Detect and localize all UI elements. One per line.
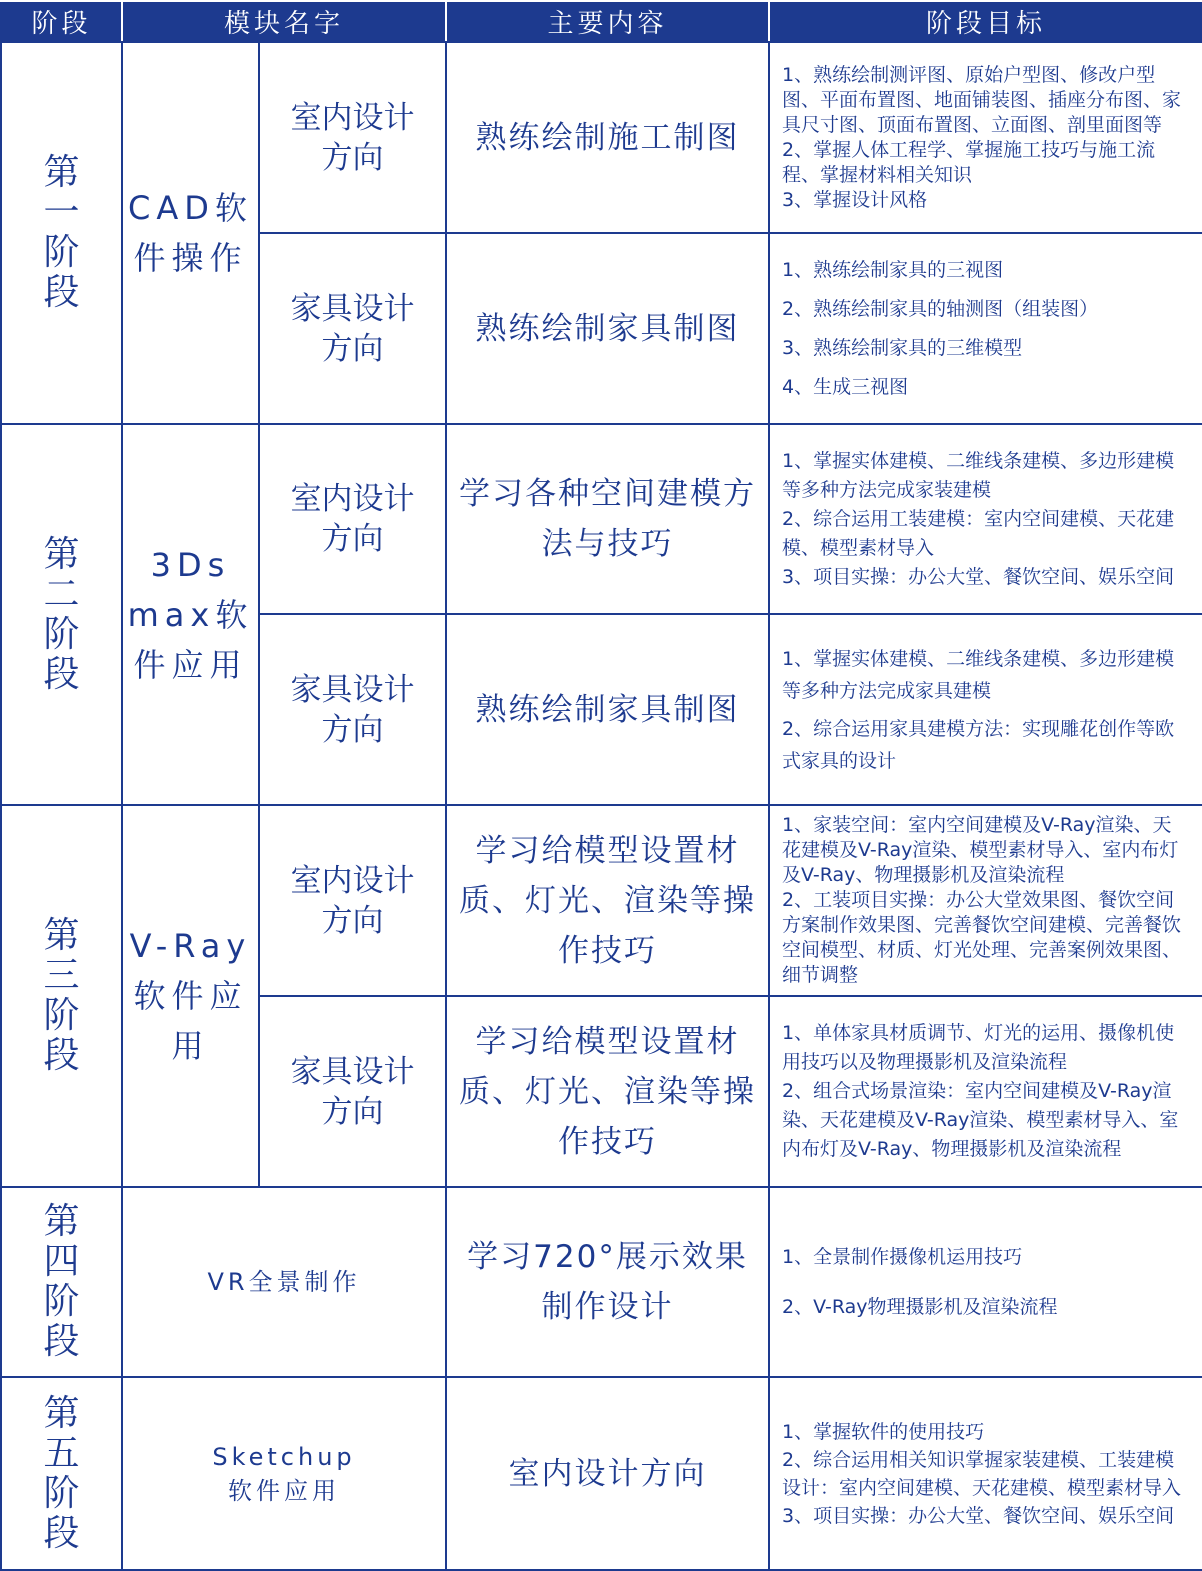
header-stage: 阶段	[1, 1, 122, 42]
direction-cell: 家具设计方向	[259, 614, 446, 805]
goal-item: 2、组合式场景渲染：室内空间建模及V-Ray渲染、天花建模及V-Ray渲染、模型素材导入、室内布灯及V-Ray、物理摄影机及渲染流程	[782, 1080, 1179, 1160]
goal-item: 2、工装项目实操：办公大堂效果图、餐饮空间方案制作效果图、完善餐饮空间建模、完善餐饮空间模型、材质、灯光处理、完善案例效果图、细节调整	[782, 889, 1182, 986]
goal-item: 1、掌握实体建模、二维线条建模、多边形建模等多种方法完成家具建模	[782, 647, 1175, 702]
goal-item: 4、生成三视图	[782, 375, 909, 398]
goals-cell	[769, 1377, 1202, 1570]
goal-item: 1、全景制作摄像机运用技巧	[782, 1246, 1023, 1268]
goal-item: 1、掌握软件的使用技巧	[782, 1420, 985, 1443]
goals-cell	[769, 42, 1202, 233]
header-content: 主要内容	[446, 1, 769, 42]
direction-cell: 家具设计方向	[259, 996, 446, 1187]
goal-item: 3、项目实操：办公大堂、餐饮空间、娱乐空间	[782, 1504, 1175, 1527]
goals-cell	[769, 233, 1202, 424]
goals-cell	[769, 996, 1202, 1187]
stage-cell: 第五阶段	[1, 1377, 122, 1570]
content-cell: 学习720°展示效果制作设计	[446, 1187, 769, 1377]
table-row	[1, 424, 1202, 614]
module-cell: Sketchup 软件应用	[122, 1377, 446, 1570]
goal-item: 3、项目实操：办公大堂、餐饮空间、娱乐空间	[782, 565, 1175, 588]
goal-item: 2、V-Ray物理摄影机及渲染流程	[782, 1296, 1058, 1318]
goal-item: 2、综合运用工装建模：室内空间建模、天花建模、模型素材导入	[782, 507, 1175, 559]
stage-cell: 第三阶段	[1, 805, 122, 1187]
content-cell: 学习给模型设置材质、灯光、渲染等操作技巧	[446, 805, 769, 996]
header-goals: 阶段目标	[769, 1, 1202, 42]
goals-cell	[769, 614, 1202, 805]
content-cell: 熟练绘制家具制图	[446, 614, 769, 805]
direction-cell: 家具设计方向	[259, 233, 446, 424]
content-cell: 学习给模型设置材质、灯光、渲染等操作技巧	[446, 996, 769, 1187]
goal-item: 2、掌握人体工程学、掌握施工技巧与施工流程、掌握材料相关知识	[782, 138, 1156, 186]
table-row	[1, 1377, 1202, 1570]
goals-cell	[769, 1187, 1202, 1377]
stage-cell: 第二阶段	[1, 424, 122, 805]
content-cell: 熟练绘制施工制图	[446, 42, 769, 233]
goal-item: 3、掌握设计风格	[782, 188, 928, 211]
goal-item: 3、熟练绘制家具的三维模型	[782, 336, 1023, 359]
table-row	[1, 805, 1202, 996]
table-row	[1, 42, 1202, 233]
module-cell: V-Ray软件应用	[122, 805, 259, 1187]
header-module: 模块名字	[122, 1, 446, 42]
module-cell: 3Ds max软件应用	[122, 424, 259, 805]
goal-item: 1、熟练绘制家具的三视图	[782, 258, 1004, 281]
goal-item: 2、综合运用相关知识掌握家装建模、工装建模设计：室内空间建模、天花建模、模型素材导入	[782, 1448, 1182, 1499]
direction-cell: 室内设计方向	[259, 805, 446, 996]
direction-cell: 室内设计方向	[259, 424, 446, 614]
goal-item: 1、熟练绘制测评图、原始户型图、修改户型图、平面布置图、地面铺装图、插座分布图、家具尺寸图、顶面布置图、立面图、剖里面图等	[782, 63, 1182, 136]
goals-cell	[769, 805, 1202, 996]
goal-item: 2、综合运用家具建模方法：实现雕花创作等欧式家具的设计	[782, 717, 1175, 772]
direction-cell: 室内设计方向	[259, 42, 446, 233]
goal-item: 2、熟练绘制家具的轴测图（组装图）	[782, 297, 1099, 320]
goal-item: 1、单体家具材质调节、灯光的运用、摄像机使用技巧以及物理摄影机及渲染流程	[782, 1022, 1175, 1073]
content-cell: 熟练绘制家具制图	[446, 233, 769, 424]
stage-cell: 第四阶段	[1, 1187, 122, 1377]
header-row	[1, 1, 1202, 42]
goal-item: 1、掌握实体建模、二维线条建模、多边形建模等多种方法完成家装建模	[782, 449, 1175, 501]
goal-item: 1、家装空间：室内空间建模及V-Ray渲染、天花建模及V-Ray渲染、模型素材导入、室内布灯及V-Ray、物理摄影机及渲染流程	[782, 814, 1179, 886]
module-cell: VR全景制作	[122, 1187, 446, 1377]
module-cell: CAD软件操作	[122, 42, 259, 424]
stage-cell: 第一阶段	[1, 42, 122, 424]
content-cell: 学习各种空间建模方法与技巧	[446, 424, 769, 614]
content-cell: 室内设计方向	[446, 1377, 769, 1570]
goals-cell	[769, 424, 1202, 614]
table-row	[1, 1187, 1202, 1377]
